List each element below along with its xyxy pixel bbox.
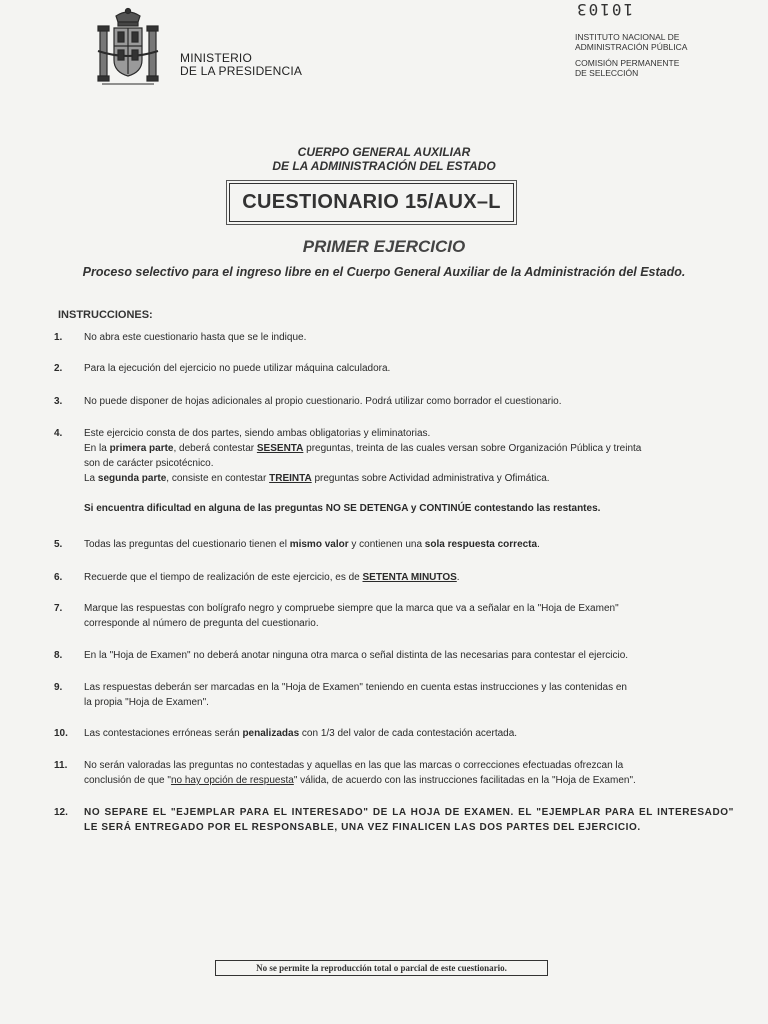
reproduction-notice: No se permite la reproducción total o parcial de este cuestionario.	[215, 960, 548, 976]
text-span: con 1/3 del valor de cada contestación acertada.	[299, 728, 518, 739]
ministry-line-2: DE LA PRESIDENCIA	[180, 64, 303, 78]
item-number: 6.	[54, 572, 63, 583]
instruction-item	[54, 570, 734, 585]
text-span: preguntas sobre Actividad administrativa y Ofimática.	[311, 473, 550, 484]
item-text: Este ejercicio consta de dos partes, siendo ambas obligatorias y eliminatorias.	[84, 428, 431, 439]
item-text: son de carácter psicotécnico.	[84, 458, 214, 469]
item-number: 7.	[54, 603, 63, 614]
inap-line-2: ADMINISTRACIÓN PÚBLICA	[575, 42, 688, 52]
text-span: .	[456, 572, 460, 583]
cuerpo-title	[0, 145, 768, 173]
item-text: Las respuestas deberán ser marcadas en la "Hoja de Examen" teniendo en cuenta estas instrucciones y las contenidas en	[84, 682, 627, 693]
item-number: 11.	[54, 760, 68, 771]
instruction-item	[54, 394, 734, 409]
text-span: Todas las preguntas del cuestionario tienen el	[84, 539, 290, 550]
no-hay-opcion-label: no hay opción de respuesta	[170, 775, 294, 786]
text-span: En la	[84, 443, 110, 454]
item-text: Marque las respuestas con bolígrafo negro y compruebe siempre que la marca que va a señalar en la "Hoja de Examen"	[84, 603, 619, 614]
item-text: No abra este cuestionario hasta que se le indique.	[84, 332, 307, 343]
item-text: la propia "Hoja de Examen".	[84, 697, 209, 708]
setenta-minutos-label: SETENTA MINUTOS	[362, 572, 457, 583]
text-span: Las contestaciones erróneas serán	[84, 728, 243, 739]
item-text: No serán valoradas las preguntas no contestadas y aquellas en las que las marcas o correcciones efectuadas ofrezcan la	[84, 760, 624, 771]
treinta-label: TREINTA	[269, 473, 312, 484]
text-span: , consiste en contestar	[166, 473, 270, 484]
item-number: 1.	[54, 332, 63, 343]
instruction-item	[54, 805, 734, 835]
stamp-number: 10103	[575, 0, 634, 19]
instruction-item	[54, 330, 734, 345]
instruction-item	[54, 648, 734, 663]
segunda-parte-label: segunda parte	[97, 473, 167, 484]
inap-line-1: INSTITUTO NACIONAL DE	[575, 32, 680, 42]
text-span: mismo valor	[289, 539, 349, 550]
item-text: corresponde al número de pregunta del cuestionario.	[84, 618, 319, 629]
item-number: 3.	[54, 396, 63, 407]
item-text: Para la ejecución del ejercicio no puede utilizar máquina calculadora.	[84, 363, 391, 374]
item-number: 2.	[54, 363, 63, 374]
instruction-item	[54, 726, 734, 741]
text-span: conclusión de que "	[84, 775, 171, 786]
text-span: penalizadas	[242, 728, 300, 739]
item-text: No puede disponer de hojas adicionales al propio cuestionario. Podrá utilizar como borrador el cuestionario.	[84, 396, 562, 407]
text-span: sola respuesta correcta	[424, 539, 538, 550]
instructions-heading: INSTRUCCIONES:	[58, 309, 153, 321]
instruction-item	[54, 361, 734, 376]
commission-line-1: COMISIÓN PERMANENTE	[575, 58, 680, 68]
cuerpo-line-2: DE LA ADMINISTRACIÓN DEL ESTADO	[272, 159, 496, 173]
instruction-item	[54, 537, 734, 552]
item-number: 12.	[54, 807, 68, 818]
item-number: 10.	[54, 728, 68, 739]
cuestionario-box	[229, 183, 514, 222]
inap-header	[575, 32, 687, 84]
instruction-item	[54, 758, 734, 788]
proceso-subtitle: Proceso selectivo para el ingreso libre en el Cuerpo General Auxiliar de la Administración del Estado.	[82, 265, 686, 279]
text-span: preguntas, treinta de las cuales versan sobre Organización Pública y treinta	[303, 443, 642, 454]
cuerpo-line-1: CUERPO GENERAL AUXILIAR	[297, 145, 471, 159]
coat-of-arms-icon	[92, 6, 164, 92]
item-number: 4.	[54, 428, 63, 439]
item-text: NO SEPARE EL "EJEMPLAR PARA EL INTERESADO" DE LA HOJA DE EXAMEN. EL "EJEMPLAR PARA EL INTERESADO" LE SERÁ ENTREGADO POR EL RESPONSABLE, UNA VEZ FINALICEN LAS DOS PARTES DEL EJERCICIO.	[84, 807, 734, 833]
text-span: Recuerde que el tiempo de realización de este ejercicio, es de	[84, 572, 363, 583]
cuestionario-title: CUESTIONARIO 15/AUX–L	[242, 191, 501, 213]
primera-parte-label: primera parte	[109, 443, 174, 454]
item-number: 9.	[54, 682, 63, 693]
item-number: 5.	[54, 539, 63, 550]
text-span: y contienen una	[348, 539, 425, 550]
commission-line-2: DE SELECCIÓN	[575, 68, 639, 78]
ejercicio-title: PRIMER EJERCICIO	[302, 237, 466, 256]
text-span: La	[84, 473, 98, 484]
instruction-item	[54, 680, 734, 710]
item-number: 8.	[54, 650, 63, 661]
item-text: En la "Hoja de Examen" no deberá anotar ninguna otra marca o señal distinta de las necesarias para contestar el ejercicio.	[84, 650, 629, 661]
ministry-name	[180, 52, 302, 78]
instruction-item	[54, 601, 734, 631]
sesenta-label: SESENTA	[256, 443, 304, 454]
text-span: .	[537, 539, 540, 550]
item-text: Si encuentra dificultad en alguna de las preguntas NO SE DETENGA y CONTINÚE contestando las restantes.	[84, 503, 601, 514]
text-span: , deberá contestar	[173, 443, 257, 454]
ministry-line-1: MINISTERIO	[180, 51, 253, 65]
text-span: " válida, de acuerdo con las instrucciones facilitadas en la "Hoja de Examen".	[293, 775, 636, 786]
instruction-item	[54, 426, 734, 516]
